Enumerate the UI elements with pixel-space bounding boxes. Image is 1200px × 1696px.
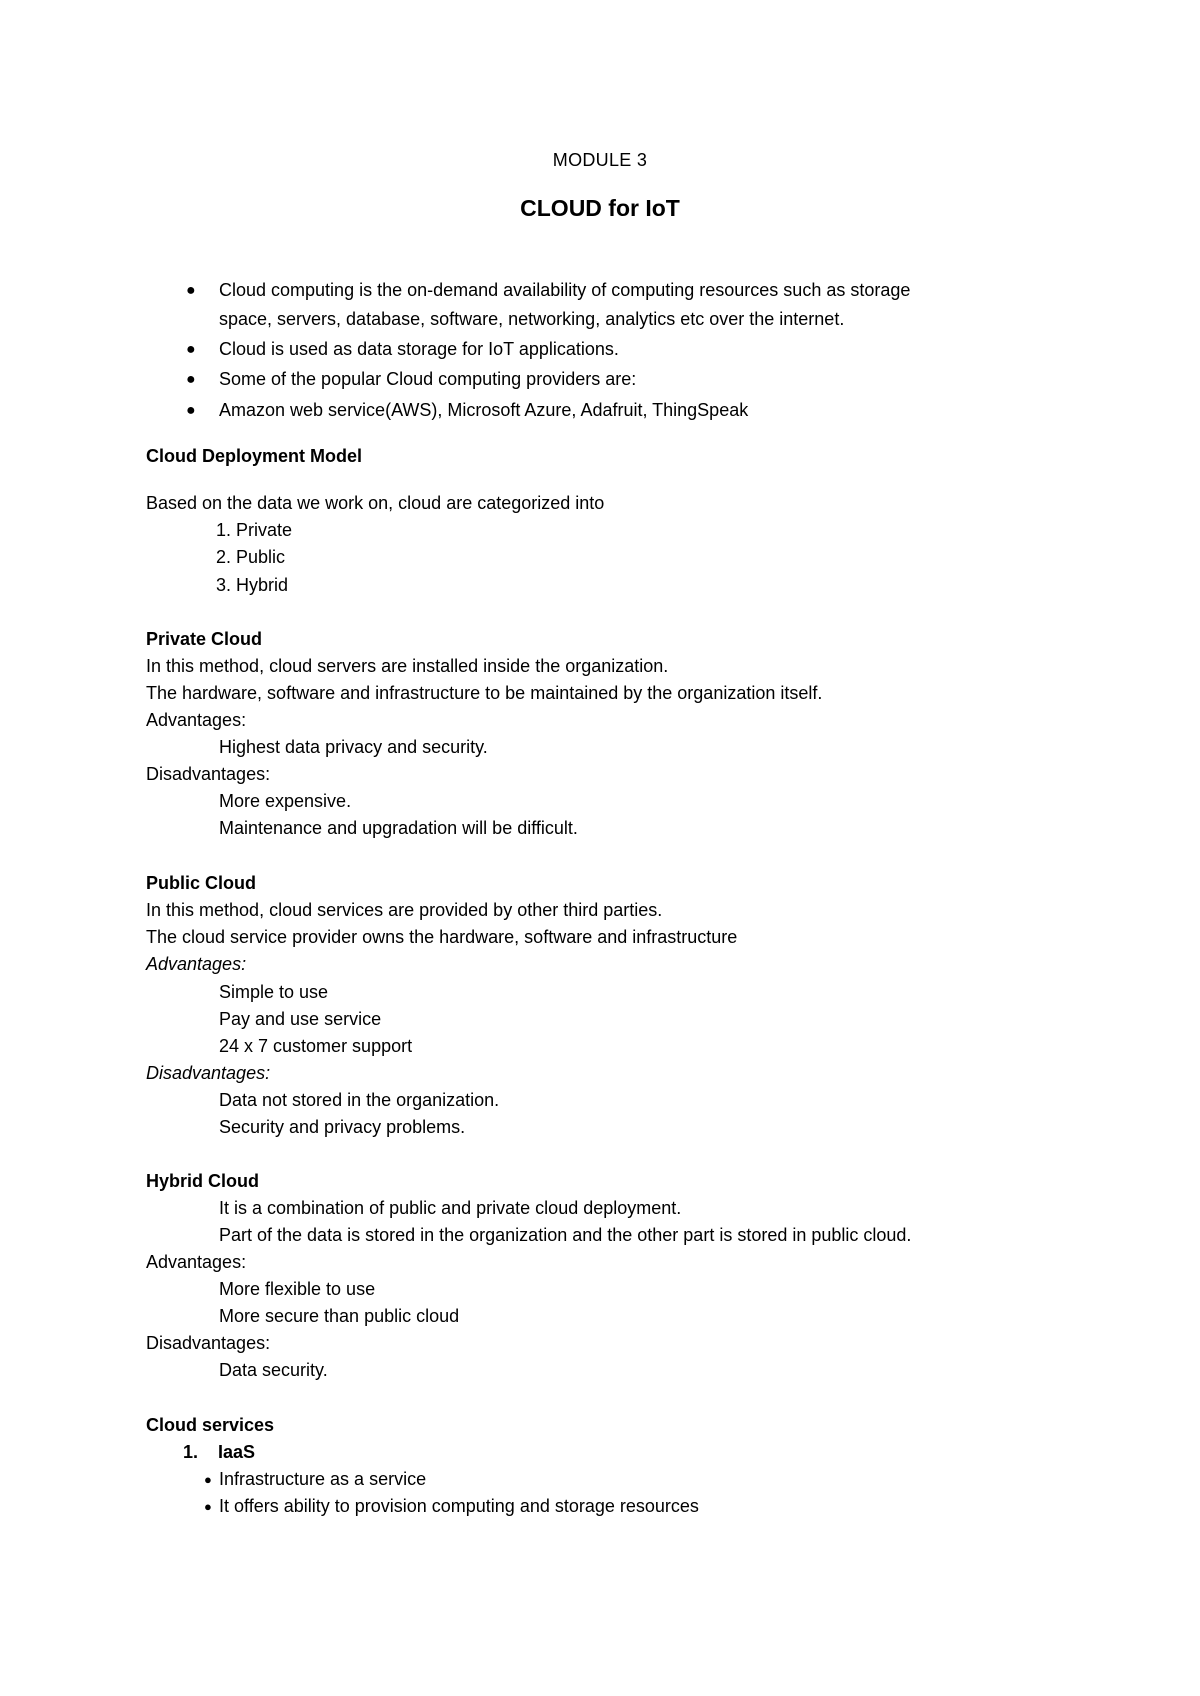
module-label: MODULE 3 xyxy=(552,150,648,170)
disadvantage-item: Security and privacy problems. xyxy=(219,1117,466,1137)
list-item: Some of the popular Cloud computing providers are: xyxy=(219,369,637,389)
numbered-item: 1. Private xyxy=(216,520,293,540)
bullet-dot-icon: ● xyxy=(186,341,196,358)
list-item-continuation: space, servers, database, software, networking, analytics etc over the internet. xyxy=(219,309,845,329)
bullet-dot-icon: ● xyxy=(204,1499,212,1514)
section-heading: Private Cloud xyxy=(146,629,263,649)
disadvantages-label: Disadvantages: xyxy=(146,1333,271,1353)
document-title: CLOUD for IoT xyxy=(520,195,680,221)
list-item: Cloud is used as data storage for IoT applications. xyxy=(219,339,619,359)
numbered-item-title: IaaS xyxy=(218,1442,256,1462)
sub-bullet-item: Infrastructure as a service xyxy=(219,1469,427,1489)
list-item: Cloud computing is the on-demand availability of computing resources such as storage xyxy=(219,280,911,300)
sub-bullet-item: It offers ability to provision computing and storage resources xyxy=(219,1496,699,1516)
numbered-item: 3. Hybrid xyxy=(216,575,289,595)
disadvantages-label: Disadvantages: xyxy=(146,1063,271,1083)
section-heading: Public Cloud xyxy=(146,873,256,893)
section-heading: Hybrid Cloud xyxy=(146,1171,259,1191)
advantages-label: Advantages: xyxy=(146,1252,247,1272)
advantage-item: More flexible to use xyxy=(219,1279,376,1299)
disadvantage-item: More expensive. xyxy=(219,791,352,811)
advantage-item: Pay and use service xyxy=(219,1009,382,1029)
section-heading: Cloud services xyxy=(146,1415,275,1435)
advantages-label: Advantages: xyxy=(146,954,247,974)
advantages-label: Advantages: xyxy=(146,710,247,730)
numbered-item: 2. Public xyxy=(216,547,286,567)
paragraph-line: It is a combination of public and private cloud deployment. xyxy=(219,1198,682,1218)
disadvantage-item: Data security. xyxy=(219,1360,328,1380)
bullet-dot-icon: ● xyxy=(186,371,196,388)
paragraph-line: Part of the data is stored in the organization and the other part is stored in public cloud. xyxy=(219,1225,912,1245)
advantage-item: 24 x 7 customer support xyxy=(219,1036,413,1056)
paragraph-line: In this method, cloud servers are installed inside the organization. xyxy=(146,656,669,676)
advantage-item: Simple to use xyxy=(219,982,329,1002)
paragraph-line: The cloud service provider owns the hardware, software and infrastructure xyxy=(146,927,738,947)
bullet-dot-icon: ● xyxy=(204,1472,212,1487)
disadvantage-item: Data not stored in the organization. xyxy=(219,1090,500,1110)
advantage-item: More secure than public cloud xyxy=(219,1306,460,1326)
numbered-item-number: 1. xyxy=(183,1442,199,1462)
bullet-dot-icon: ● xyxy=(186,402,196,419)
disadvantage-item: Maintenance and upgradation will be difficult. xyxy=(219,818,578,838)
paragraph-line: In this method, cloud services are provided by other third parties. xyxy=(146,900,663,920)
paragraph-line: Based on the data we work on, cloud are categorized into xyxy=(146,493,605,513)
list-item: Amazon web service(AWS), Microsoft Azure, Adafruit, ThingSpeak xyxy=(219,400,749,420)
advantage-item: Highest data privacy and security. xyxy=(219,737,488,757)
paragraph-line: The hardware, software and infrastructure to be maintained by the organization itself. xyxy=(146,683,823,703)
section-heading: Cloud Deployment Model xyxy=(146,446,362,466)
bullet-dot-icon: ● xyxy=(186,282,196,299)
disadvantages-label: Disadvantages: xyxy=(146,764,271,784)
